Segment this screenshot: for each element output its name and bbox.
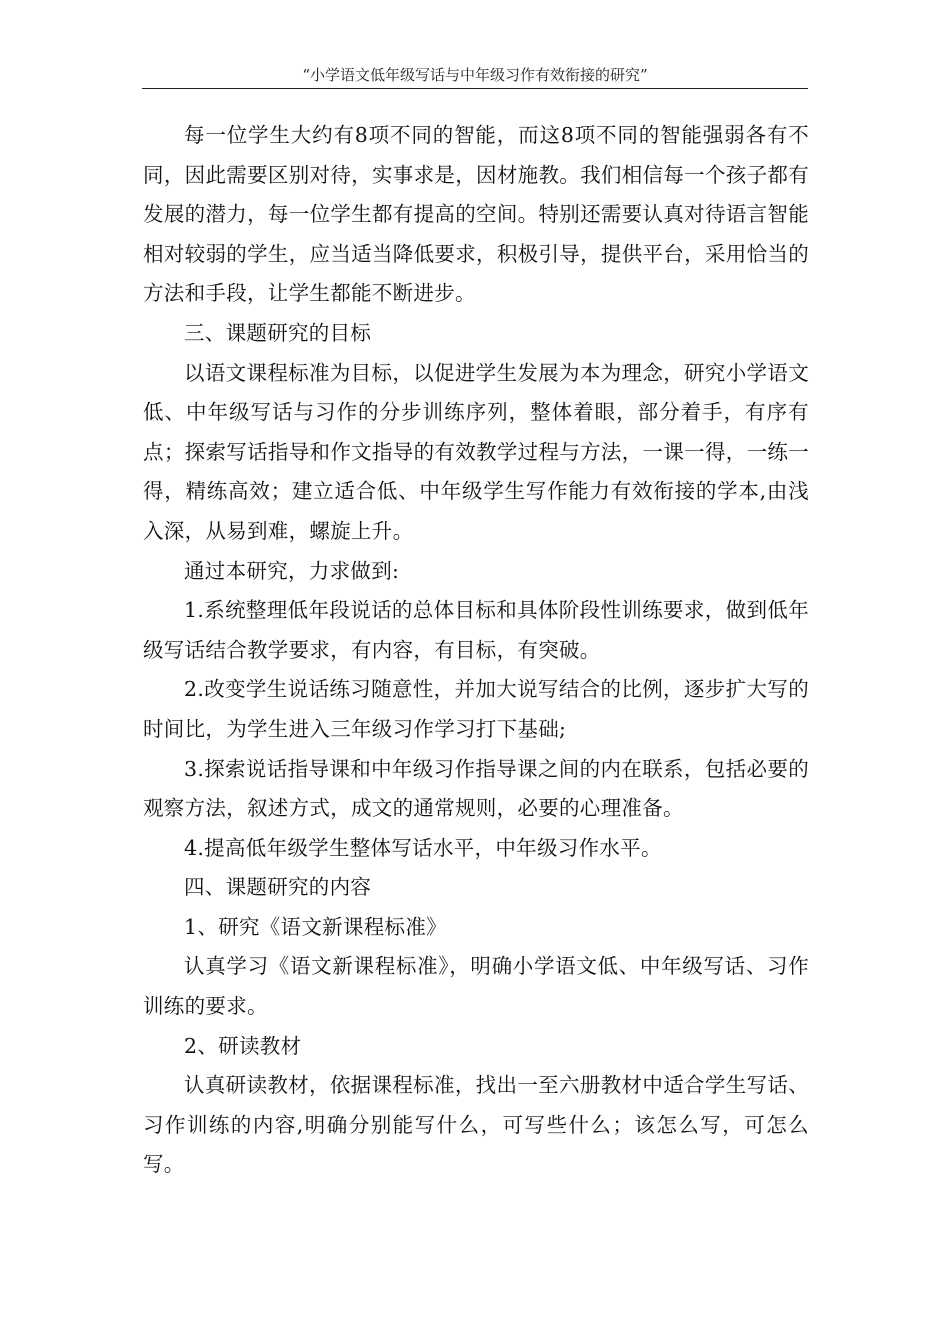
subheading-study-standard: 1、研究《语文新课程标准》 bbox=[184, 914, 447, 939]
list-item-aim-3: 3.探索说话指导课和中年级习作指导课之间的内在联系，包括必要的观察方法，叙述方式，成文的通常规则，必要的心理准备。 bbox=[143, 756, 809, 821]
list-item-aim-1: 1.系统整理低年段说话的总体目标和具体阶段性训练要求，做到低年级写话结合教学要求，有内容，有目标，有突破。 bbox=[143, 598, 809, 662]
paragraph-intelligence: 每一位学生大约有8项不同的智能，而这8项不同的智能强弱各有不同，因此需要区别对待，实事求是，因材施教。我们相信每一个孩子都有发展的潜力，每一位学生都有提高的空间。特别还需要认真对待语言智能相对较弱的学生，应当适当降低要求，积极引导，提供平台，采用恰当的方法和手段，让学生都能不断进步。 bbox=[143, 123, 809, 306]
paragraph-study-textbook: 认真研读教材，依据课程标准，找出一至六册教材中适合学生写话、习作训练的内容,明确分别能写什么，可写些什么；该怎么写，可怎么写。 bbox=[143, 1073, 809, 1177]
list-item-aim-4: 4.提高低年级学生整体写话水平，中年级习作水平。 bbox=[184, 835, 662, 860]
section-heading-content: 四、课题研究的内容 bbox=[184, 875, 372, 900]
paragraph-goals: 以语文课程标准为目标，以促进学生发展为本为理念，研究小学语文低、中年级写话与习作的分步训练序列，整体着眼，部分着手，有序有点；探索写话指导和作文指导的有效教学过程与方法，一课一得，一练一得，精练高效；建立适合低、中年级学生写作能力有效衔接的学本,由浅入深，从易到难，螺旋上升。 bbox=[143, 360, 809, 543]
running-header: “小学语文低年级写话与中年级习作有效衔接的研究” bbox=[302, 66, 648, 84]
subheading-study-textbook: 2、研读教材 bbox=[184, 1033, 302, 1058]
section-heading-goals: 三、课题研究的目标 bbox=[184, 320, 372, 345]
paragraph-aims-intro: 通过本研究，力求做到: bbox=[184, 558, 400, 583]
paragraph-study-standard: 认真学习《语文新课程标准》，明确小学语文低、中年级写话、习作训练的要求。 bbox=[143, 954, 809, 1019]
header-divider bbox=[142, 88, 808, 89]
body-text bbox=[143, 116, 809, 1185]
list-item-aim-2: 2.改变学生说话练习随意性，并加大说写结合的比例，逐步扩大写的时间比，为学生进入三年级习作学习打下基础; bbox=[143, 677, 809, 741]
